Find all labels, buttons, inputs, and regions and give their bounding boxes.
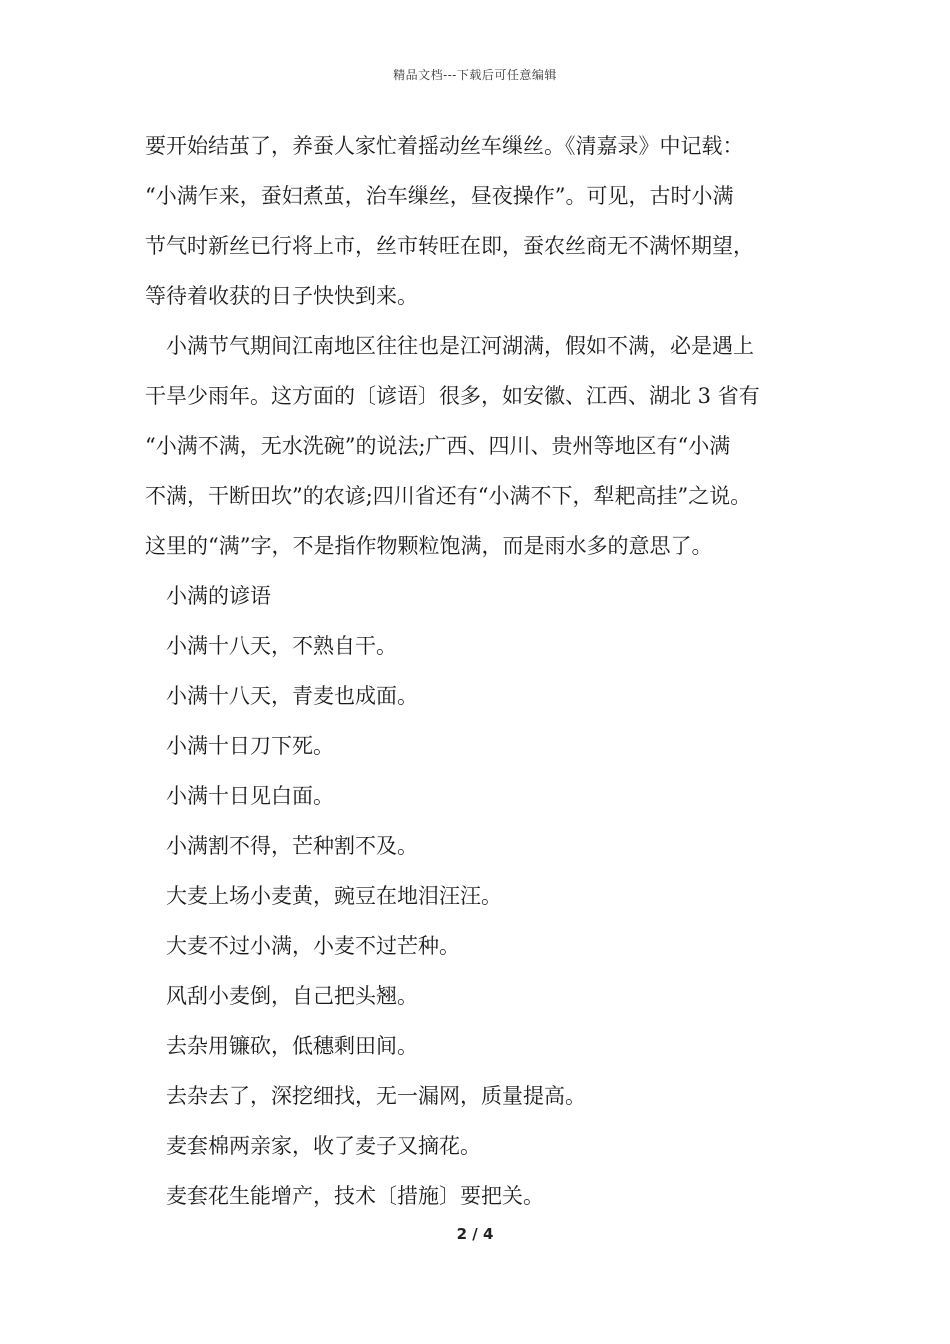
paragraph-line: 等待着收获的日子快快到来。 [145, 284, 418, 308]
page-header: 精品文档---下载后可任意编辑 [393, 68, 557, 82]
paragraph-line: “小满不满，无水洗碗”的说法;广西、四川、贵州等地区有“小满 [145, 434, 731, 458]
proverb-item: 大麦不过小满，小麦不过芒种。 [166, 934, 460, 958]
proverb-list [145, 626, 835, 1226]
proverb-item: 大麦上场小麦黄，豌豆在地泪汪汪。 [166, 884, 502, 908]
proverb-item: 去杂去了，深挖细找，无一漏网，质量提高。 [166, 1084, 586, 1108]
proverb-item: 小满十日刀下死。 [166, 734, 334, 758]
proverb-item: 麦套花生能增产，技术〔措施〕要把关。 [166, 1184, 544, 1208]
proverb-item: 麦套棉两亲家，收了麦子又摘花。 [166, 1134, 481, 1158]
paragraph-line: 这里的“满”字，不是指作物颗粒饱满，而是雨水多的意思了。 [145, 534, 713, 558]
proverb-item: 风刮小麦倒，自己把头翘。 [166, 984, 418, 1008]
paragraph-line: 干旱少雨年。这方面的〔谚语〕很多，如安徽、江西、湖北 3 省有 [145, 384, 760, 408]
paragraph-line: “小满乍来，蚕妇煮茧，治车缫丝，昼夜操作”。可见，古时小满 [145, 184, 734, 208]
proverb-item: 小满十八天，青麦也成面。 [166, 684, 418, 708]
proverb-item: 小满十日见白面。 [166, 784, 334, 808]
paragraph-silk [145, 126, 835, 326]
page-number: 2 / 4 [456, 1225, 494, 1243]
paragraph-line: 节气时新丝已行将上市，丝市转旺在即，蚕农丝商无不满怀期望， [145, 234, 754, 258]
paragraph-rain [145, 326, 835, 576]
proverb-item: 小满割不得，芒种割不及。 [166, 834, 418, 858]
proverb-item: 去杂用镰砍，低穗剩田间。 [166, 1034, 418, 1058]
paragraph-line: 不满，干断田坎”的农谚;四川省还有“小满不下，犁耙高挂”之说。 [145, 484, 752, 508]
paragraph-line: 小满节气期间江南地区往往也是江河湖满，假如不满，必是遇上 [166, 334, 754, 358]
paragraph-line: 要开始结茧了，养蚕人家忙着摇动丝车缫丝。《清嘉录》中记载： [145, 134, 744, 158]
section-title: 小满的谚语 [166, 584, 271, 608]
document-body [145, 126, 835, 1226]
proverb-item: 小满十八天，不熟自干。 [166, 634, 397, 658]
